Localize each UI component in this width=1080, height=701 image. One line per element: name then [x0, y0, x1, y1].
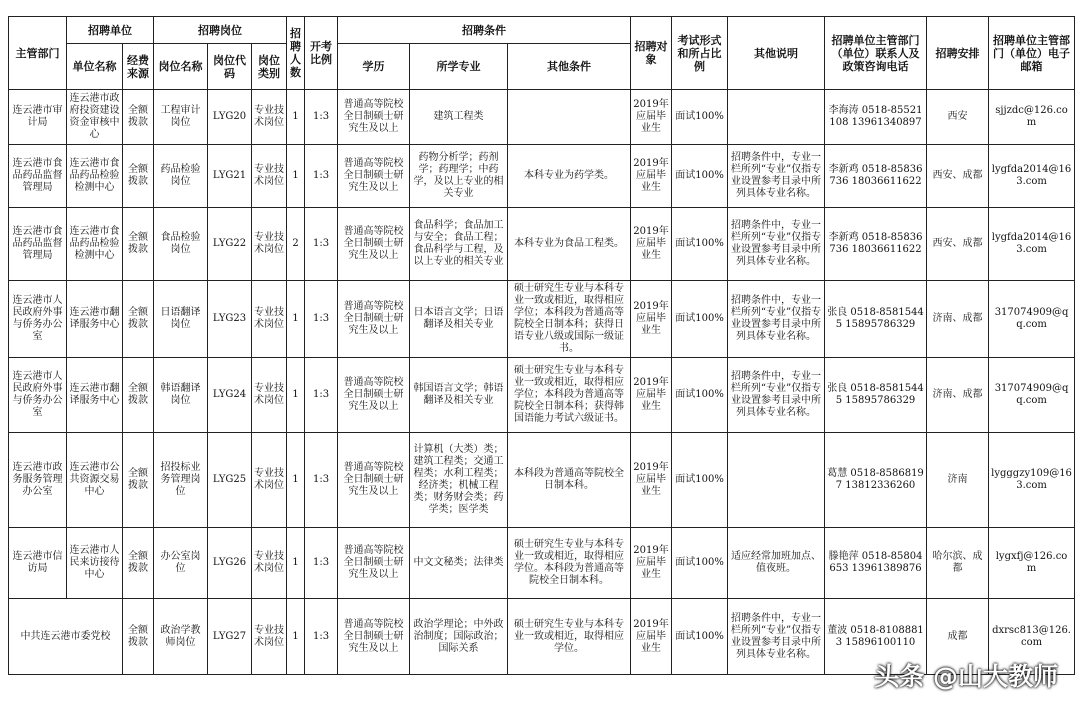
cell-target: 2019年应届毕业生 — [631, 528, 672, 599]
table-row — [9, 528, 1075, 599]
cell-funding: 全额拨款 — [123, 145, 154, 208]
cell-code: LYG23 — [208, 281, 252, 358]
cell-schedule: 哈尔滨、成都 — [927, 528, 989, 599]
cell-type: 专业技术岗位 — [252, 208, 287, 281]
cell-major: 计算机（大类）类；建筑工程类；交通工程类；水利工程类；经济类；机械工程类；财务财会类；药学类；医学类 — [410, 433, 508, 528]
cell-notes: 招聘条件中，专业一栏所列“专业”仅指专业设置参考目录中所列具体专业名称。 — [728, 358, 825, 433]
cell-schedule: 西安 — [927, 90, 989, 145]
cell-email: lygggzy109@163.com — [989, 433, 1075, 528]
cell-schedule: 济南、成都 — [927, 358, 989, 433]
cell-major: 政治学理论；中外政治制度；国际政治；国际关系 — [410, 599, 508, 675]
recruitment-table — [8, 16, 1075, 675]
header-major: 所学专业 — [410, 44, 508, 90]
cell-major: 韩国语言文学；韩语翻译及相关专业 — [410, 358, 508, 433]
header-post-name: 岗位名称 — [154, 44, 208, 90]
cell-unit: 连云港市人民来访接待中心 — [67, 528, 123, 599]
cell-post: 食品检验岗位 — [154, 208, 208, 281]
cell-ratio: 1:3 — [305, 528, 338, 599]
header-exam: 考试形式和所占比例 — [672, 17, 728, 90]
cell-ratio: 1:3 — [305, 281, 338, 358]
cell-target: 2019年应届毕业生 — [631, 599, 672, 675]
cell-edu: 普通高等院校全日制硕士研究生及以上 — [338, 208, 410, 281]
table-row — [9, 145, 1075, 208]
cell-exam: 面试100% — [672, 281, 728, 358]
cell-code: LYG25 — [208, 433, 252, 528]
cell-major: 食品科学；食品加工与安全；食品工程；食品科学与工程，及以上专业的相关专业 — [410, 208, 508, 281]
cell-unit: 连云港市食品药品检验检测中心 — [67, 208, 123, 281]
cell-notes: 招聘条件中，专业一栏所列“专业”仅指专业设置参考目录中所列具体专业名称。 — [728, 208, 825, 281]
cell-dept: 连云港市政务服务管理办公室 — [9, 433, 67, 528]
cell-unit: 连云港市政府投资建设资金审核中心 — [67, 90, 123, 145]
cell-type: 专业技术岗位 — [252, 528, 287, 599]
cell-ratio: 1:3 — [305, 90, 338, 145]
cell-type: 专业技术岗位 — [252, 90, 287, 145]
cell-other: 硕士研究生专业与本科专业一致或相近，取得相应学位。 — [508, 599, 631, 675]
cell-schedule: 成都 — [927, 599, 989, 675]
cell-contact: 李海涛 0518-85521108 13961340897 — [825, 90, 927, 145]
cell-target: 2019年应届毕业生 — [631, 208, 672, 281]
header-schedule: 招聘安排 — [927, 17, 989, 90]
cell-target: 2019年应届毕业生 — [631, 433, 672, 528]
cell-funding: 全额拨款 — [123, 599, 154, 675]
cell-post: 办公室岗位 — [154, 528, 208, 599]
header-funding: 经费来源 — [123, 44, 154, 90]
cell-funding: 全额拨款 — [123, 281, 154, 358]
cell-type: 专业技术岗位 — [252, 281, 287, 358]
cell-edu: 普通高等院校全日制硕士研究生及以上 — [338, 599, 410, 675]
header-email: 招聘单位主管部门（单位）电子邮箱 — [989, 17, 1075, 90]
cell-funding: 全额拨款 — [123, 90, 154, 145]
header-count: 招聘人数 — [287, 17, 305, 90]
cell-code: LYG27 — [208, 599, 252, 675]
cell-target: 2019年应届毕业生 — [631, 358, 672, 433]
cell-other: 硕士研究生专业与本科专业一致或相近，取得相应学位；本科段为普通高等院校全日制本科；获得日语专业八级或国际一级证书。 — [508, 281, 631, 358]
cell-contact: 李新鸡 0518-85836736 18036611622 — [825, 145, 927, 208]
header-cond-group: 招聘条件 — [338, 17, 631, 44]
cell-funding: 全额拨款 — [123, 433, 154, 528]
cell-post: 药品检验岗位 — [154, 145, 208, 208]
header-post-code: 岗位代码 — [208, 44, 252, 90]
cell-dept: 连云港市食品药品监督管理局 — [9, 145, 67, 208]
cell-exam: 面试100% — [672, 90, 728, 145]
cell-count: 1 — [287, 281, 305, 358]
cell-major: 药物分析学；药剂学；药理学；中药学，及以上专业的相关专业 — [410, 145, 508, 208]
header-other-cond: 其他条件 — [508, 44, 631, 90]
cell-contact: 李新鸡 0518-85836736 18036611622 — [825, 208, 927, 281]
cell-dept: 连云港市审计局 — [9, 90, 67, 145]
cell-dept: 中共连云港市委党校 — [9, 599, 123, 675]
cell-edu: 普通高等院校全日制硕士研究生及以上 — [338, 528, 410, 599]
cell-schedule: 济南、成都 — [927, 281, 989, 358]
cell-count: 1 — [287, 358, 305, 433]
cell-notes: 适应经常加班加点、值夜班。 — [728, 528, 825, 599]
cell-other: 硕士研究生专业与本科专业一致或相近，取得相应学位；本科段为普通高等院校全日制本科；获得韩国语能力考试六级证书。 — [508, 358, 631, 433]
cell-exam: 面试100% — [672, 599, 728, 675]
cell-code: LYG26 — [208, 528, 252, 599]
cell-type: 专业技术岗位 — [252, 599, 287, 675]
header-unit-group: 招聘单位 — [67, 17, 154, 44]
cell-unit: 连云港市食品药品检验检测中心 — [67, 145, 123, 208]
cell-ratio: 1:3 — [305, 208, 338, 281]
cell-other: 本科专业为药学类。 — [508, 145, 631, 208]
cell-funding: 全额拨款 — [123, 358, 154, 433]
cell-major: 中文文秘类；法律类 — [410, 528, 508, 599]
cell-unit: 连云港市公共资源交易中心 — [67, 433, 123, 528]
cell-edu: 普通高等院校全日制硕士研究生及以上 — [338, 90, 410, 145]
cell-dept: 连云港市食品药品监督管理局 — [9, 208, 67, 281]
cell-other: 本科段为普通高等院校全日制本科。 — [508, 433, 631, 528]
table-row — [9, 90, 1075, 145]
cell-post: 日语翻译岗位 — [154, 281, 208, 358]
cell-dept: 连云港市人民政府外事与侨务办公室 — [9, 281, 67, 358]
cell-edu: 普通高等院校全日制硕士研究生及以上 — [338, 358, 410, 433]
cell-email: 317074909@qq.com — [989, 281, 1075, 358]
header-dept: 主管部门 — [9, 17, 67, 90]
cell-funding: 全额拨款 — [123, 528, 154, 599]
cell-count: 1 — [287, 433, 305, 528]
table-row — [9, 358, 1075, 433]
cell-email: lygfda2014@163.com — [989, 208, 1075, 281]
cell-email: 317074909@qq.com — [989, 358, 1075, 433]
header-unit-name: 单位名称 — [67, 44, 123, 90]
header-target: 招聘对象 — [631, 17, 672, 90]
cell-dept: 连云港市人民政府外事与侨务办公室 — [9, 358, 67, 433]
cell-notes — [728, 90, 825, 145]
cell-email: lygfda2014@163.com — [989, 145, 1075, 208]
cell-exam: 面试100% — [672, 528, 728, 599]
header-notes: 其他说明 — [728, 17, 825, 90]
cell-post: 政治学教师岗位 — [154, 599, 208, 675]
cell-contact: 葛慧 0518-85868197 13812336260 — [825, 433, 927, 528]
cell-contact: 董波 0518-81088813 15896100110 — [825, 599, 927, 675]
cell-exam: 面试100% — [672, 208, 728, 281]
cell-target: 2019年应届毕业生 — [631, 90, 672, 145]
cell-code: LYG21 — [208, 145, 252, 208]
cell-contact: 张良 0518-85815445 15895786329 — [825, 281, 927, 358]
cell-email: lygxfj@126.com — [989, 528, 1075, 599]
cell-type: 专业技术岗位 — [252, 358, 287, 433]
cell-ratio: 1:3 — [305, 599, 338, 675]
cell-exam: 面试100% — [672, 358, 728, 433]
cell-notes: 招聘条件中，专业一栏所列“专业”仅指专业设置参考目录中所列具体专业名称。 — [728, 599, 825, 675]
cell-edu: 普通高等院校全日制硕士研究生及以上 — [338, 433, 410, 528]
header-post-type: 岗位类别 — [252, 44, 287, 90]
cell-major: 日本语言文学；日语翻译及相关专业 — [410, 281, 508, 358]
cell-other — [508, 90, 631, 145]
cell-edu: 普通高等院校全日制硕士研究生及以上 — [338, 281, 410, 358]
cell-unit: 连云港市翻译服务中心 — [67, 358, 123, 433]
cell-post: 工程审计岗位 — [154, 90, 208, 145]
header-ratio: 开考比例 — [305, 17, 338, 90]
cell-schedule: 西安、成都 — [927, 208, 989, 281]
header-contact: 招聘单位主管部门（单位）联系人及政策咨询电话 — [825, 17, 927, 90]
table-row — [9, 433, 1075, 528]
watermark: 头条 @山大教师 — [874, 662, 1058, 691]
cell-count: 1 — [287, 528, 305, 599]
cell-post: 韩语翻译岗位 — [154, 358, 208, 433]
cell-notes — [728, 433, 825, 528]
cell-contact: 滕艳萍 0518-85804653 13961389876 — [825, 528, 927, 599]
cell-code: LYG22 — [208, 208, 252, 281]
table-row — [9, 208, 1075, 281]
cell-target: 2019年应届毕业生 — [631, 281, 672, 358]
cell-email: dxrsc813@126.com — [989, 599, 1075, 675]
cell-funding: 全额拨款 — [123, 208, 154, 281]
cell-contact: 张良 0518-85815445 15895786329 — [825, 358, 927, 433]
cell-type: 专业技术岗位 — [252, 433, 287, 528]
table-row — [9, 281, 1075, 358]
cell-count: 2 — [287, 208, 305, 281]
cell-notes: 招聘条件中，专业一栏所列“专业”仅指专业设置参考目录中所列具体专业名称。 — [728, 281, 825, 358]
cell-ratio: 1:3 — [305, 358, 338, 433]
cell-notes: 招聘条件中，专业一栏所列“专业”仅指专业设置参考目录中所列具体专业名称。 — [728, 145, 825, 208]
cell-count: 1 — [287, 145, 305, 208]
cell-target: 2019年应届毕业生 — [631, 145, 672, 208]
cell-exam: 面试100% — [672, 145, 728, 208]
cell-dept: 连云港市信访局 — [9, 528, 67, 599]
cell-other: 本科专业为食品工程类。 — [508, 208, 631, 281]
cell-type: 专业技术岗位 — [252, 145, 287, 208]
header-edu: 学历 — [338, 44, 410, 90]
cell-email: sjjzdc@126.com — [989, 90, 1075, 145]
cell-other: 硕士研究生专业与本科专业一致或相近，取得相应学位。本科段为普通高等院校全日制本科。 — [508, 528, 631, 599]
cell-exam: 面试100% — [672, 433, 728, 528]
cell-schedule: 济南 — [927, 433, 989, 528]
cell-code: LYG24 — [208, 358, 252, 433]
cell-unit: 连云港市翻译服务中心 — [67, 281, 123, 358]
cell-ratio: 1:3 — [305, 433, 338, 528]
cell-count: 1 — [287, 599, 305, 675]
cell-schedule: 西安、成都 — [927, 145, 989, 208]
cell-count: 1 — [287, 90, 305, 145]
header-post-group: 招聘岗位 — [154, 17, 287, 44]
cell-edu: 普通高等院校全日制硕士研究生及以上 — [338, 145, 410, 208]
cell-code: LYG20 — [208, 90, 252, 145]
cell-major: 建筑工程类 — [410, 90, 508, 145]
cell-post: 招投标业务管理岗位 — [154, 433, 208, 528]
cell-ratio: 1:3 — [305, 145, 338, 208]
